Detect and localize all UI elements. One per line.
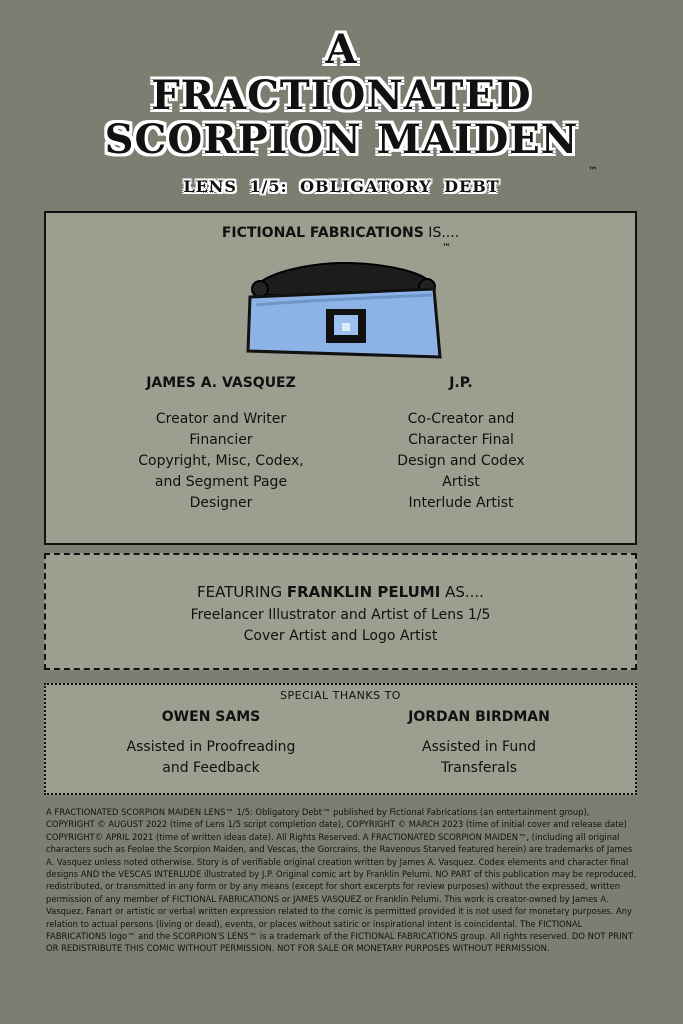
role-line: Freelancer Illustrator and Artist of Lens 1/5 bbox=[190, 607, 491, 623]
featuring-roles bbox=[46, 605, 635, 647]
title-line-2: FRACTIONATED bbox=[151, 72, 532, 119]
role-line: Transferals bbox=[440, 760, 518, 776]
credits-heading bbox=[46, 225, 635, 241]
role-line: Copyright, Misc, Codex, bbox=[138, 453, 304, 469]
thanks-heading: SPECIAL THANKS TO bbox=[280, 689, 401, 702]
logo-trademark: ™ bbox=[442, 243, 451, 253]
role-line: Design and Codex bbox=[397, 453, 525, 469]
legal-notice: A FRACTIONATED SCORPION MAIDEN LENS™ 1/5: Obligatory Debt™ published by Fictional Fabrications (an entertainment group), COPYRIGHT © AUGUST 2022 (time of Lens 1/5 script completion date), COPYRIGHT © MARCH 2023 (time of initial cover and release date) COPYRIGHT© APRIL 2021 (time of written ideas date). All Rights Reserved. A FRACTIONATED SCORPION MAIDEN™, (including all original characters such as Feolae the Scorpion Maiden, and Vescas, the Gorcrains, the Ravenous Starved featured herein) are trademarks of James A. Vasquez unless noted otherwise. Story is of verifiable original creation written by James A. Vasquez. Codex elements and character final designs AND the VESCAS INTERLUDE illustrated by J.P. Original comic art by Franklin Pelumi. NO PART of this publication may be reproduced, redistributed, or transmitted in any form or by any means (except for short excerpts for review purposes) without the expressed, written permission of any member of FICTIONAL FABRICATIONS or JAMES VASQUEZ or Franklin Pelumi. This work is creator-owned by James A. Vasquez. Fanart or artistic or verbal written expression related to the comic is permitted provided it is not used for monetary purposes. Any relation to actual persons (living or dead), events, or places without satiric or inspirational intent is coincidental. The FICTIONAL FABRICATIONS logo™ and the SCORPION'S LENS™ is a trademark of the FICTIONAL FABRICATIONS group. All rights reserved. DO NOT PRINT OR REDISTRIBUTE THIS COMIC WITHOUT PERMISSION. NOT FOR SALE OR MONETARY PURPOSES WITHOUT PERMISSION. bbox=[46, 807, 637, 954]
featuring-heading bbox=[46, 583, 635, 601]
thanks-name-2: JORDAN BIRDMAN bbox=[408, 709, 550, 725]
featuring-panel bbox=[44, 553, 637, 670]
title-line-1: A bbox=[325, 26, 358, 73]
thanks-panel bbox=[44, 683, 637, 795]
featuring-suffix: AS.... bbox=[440, 583, 484, 601]
role-line: and Segment Page bbox=[154, 474, 288, 490]
thanks-roles-1 bbox=[96, 737, 326, 779]
credits-heading-rest: IS.... bbox=[423, 225, 460, 241]
title-line-3: SCORPION MAIDEN bbox=[104, 116, 579, 163]
featuring-name: FRANKLIN PELUMI bbox=[286, 583, 441, 601]
thanks-name-1: OWEN SAMS bbox=[161, 709, 261, 725]
role-line: Interlude Artist bbox=[408, 495, 514, 511]
role-line: Assisted in Fund bbox=[422, 739, 536, 755]
role-line: Co-Creator and bbox=[407, 411, 515, 427]
role-line: and Feedback bbox=[162, 760, 260, 776]
featuring-prefix: FEATURING bbox=[197, 583, 287, 601]
role-line: Character Final bbox=[408, 432, 514, 448]
credit-roles-1 bbox=[106, 409, 336, 514]
role-line: Designer bbox=[189, 495, 253, 511]
credits-panel bbox=[44, 211, 637, 545]
role-line: Assisted in Proofreading bbox=[126, 739, 296, 755]
subtitle: LENS 1/5: OBLIGATORY DEBT bbox=[183, 177, 500, 196]
title-trademark: ™ bbox=[588, 166, 598, 177]
credits-heading-bold: FICTIONAL FABRICATIONS bbox=[221, 225, 424, 241]
credit-name-1: JAMES A. VASQUEZ bbox=[146, 375, 296, 391]
role-line: Cover Artist and Logo Artist bbox=[243, 628, 438, 644]
credit-roles-2 bbox=[346, 409, 576, 514]
role-line: Artist bbox=[442, 474, 480, 490]
camera-logo-icon bbox=[236, 253, 451, 365]
role-line: Creator and Writer bbox=[155, 411, 287, 427]
role-line: Financier bbox=[189, 432, 253, 448]
credit-name-2: J.P. bbox=[449, 375, 473, 391]
thanks-roles-2 bbox=[364, 737, 594, 779]
